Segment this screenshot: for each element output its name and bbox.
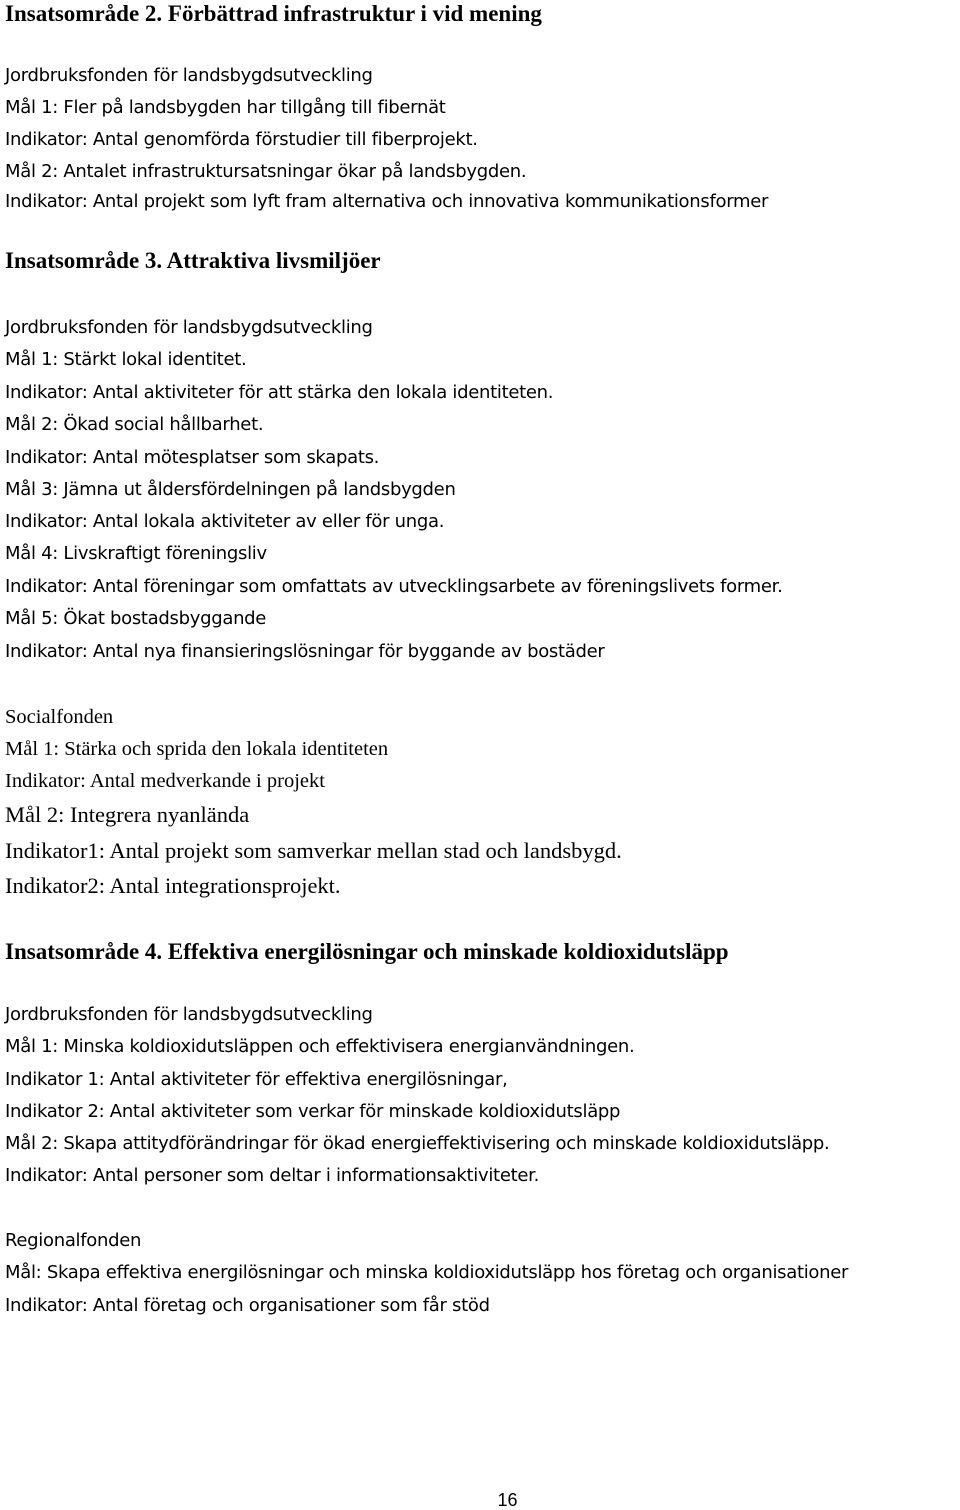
social-fund-goal-2: Mål 2: Integrera nyanlända [5,802,250,827]
section-3-indicator-3: Indikator: Antal lokala aktiviteter av eller för unga. [5,511,445,532]
regional-fund-goal: Mål: Skapa effektiva energilösningar och minska koldioxidutsläpp hos företag och organisationer [5,1262,849,1283]
social-fund-goal-1: Mål 1: Stärka och sprida den lokala identiteten [5,738,389,760]
section-2-fund: Jordbruksfonden för landsbygdsutveckling [5,65,373,86]
section-4-indicator-3: Indikator: Antal personer som deltar i informationsaktiviteter. [5,1165,539,1186]
section-3-goal-4: Mål 4: Livskraftigt föreningsliv [5,543,267,564]
section-3-indicator-4: Indikator: Antal föreningar som omfattats av utvecklingsarbete av föreningslivets former. [5,576,783,597]
section-4-heading: Insatsområde 4. Effektiva energilösningar och minskade koldioxidutsläpp [5,939,729,964]
regional-fund-indicator: Indikator: Antal företag och organisationer som får stöd [5,1295,490,1316]
regional-fund-title: Regionalfonden [5,1230,142,1251]
section-4-indicator-1: Indikator 1: Antal aktiviteter för effektiva energilösningar, [5,1069,508,1090]
section-2-indicator-2: Indikator: Antal projekt som lyft fram alternativa och innovativa kommunikationsformer [5,191,769,212]
section-4-indicator-2: Indikator 2: Antal aktiviteter som verkar för minskade koldioxidutsläpp [5,1101,621,1122]
social-fund-indicator-1: Indikator: Antal medverkande i projekt [5,770,325,792]
section-4-fund: Jordbruksfonden för landsbygdsutveckling [5,1004,373,1025]
section-3-fund: Jordbruksfonden för landsbygdsutveckling [5,317,373,338]
social-fund-indicator-2b: Indikator2: Antal integrationsprojekt. [5,873,341,898]
section-3-goal-2: Mål 2: Ökad social hållbarhet. [5,414,264,435]
section-2-indicator-1: Indikator: Antal genomförda förstudier till fiberprojekt. [5,129,478,150]
section-2-heading: Insatsområde 2. Förbättrad infrastruktur i vid mening [5,1,542,26]
section-2-goal-2: Mål 2: Antalet infrastruktursatsningar ökar på landsbygden. [5,161,527,182]
section-3-heading: Insatsområde 3. Attraktiva livsmiljöer [5,248,381,273]
section-3-indicator-2: Indikator: Antal mötesplatser som skapats. [5,447,380,468]
page-number: 16 [497,1490,518,1510]
section-3-indicator-1: Indikator: Antal aktiviteter för att stärka den lokala identiteten. [5,382,554,403]
section-4-goal-2: Mål 2: Skapa attitydförändringar för ökad energieffektivisering och minskade koldioxidutsläpp. [5,1133,830,1154]
section-3-goal-5: Mål 5: Ökat bostadsbyggande [5,608,267,629]
social-fund-indicator-2a: Indikator1: Antal projekt som samverkar mellan stad och landsbygd. [5,838,622,863]
section-3-goal-1: Mål 1: Stärkt lokal identitet. [5,349,247,370]
section-2-goal-1: Mål 1: Fler på landsbygden har tillgång till fibernät [5,97,446,118]
section-3-indicator-5: Indikator: Antal nya finansieringslösningar för byggande av bostäder [5,641,605,662]
section-3-goal-3: Mål 3: Jämna ut åldersfördelningen på landsbygden [5,479,456,500]
section-4-goal-1: Mål 1: Minska koldioxidutsläppen och effektivisera energianvändningen. [5,1036,635,1057]
social-fund-title: Socialfonden [5,706,114,728]
